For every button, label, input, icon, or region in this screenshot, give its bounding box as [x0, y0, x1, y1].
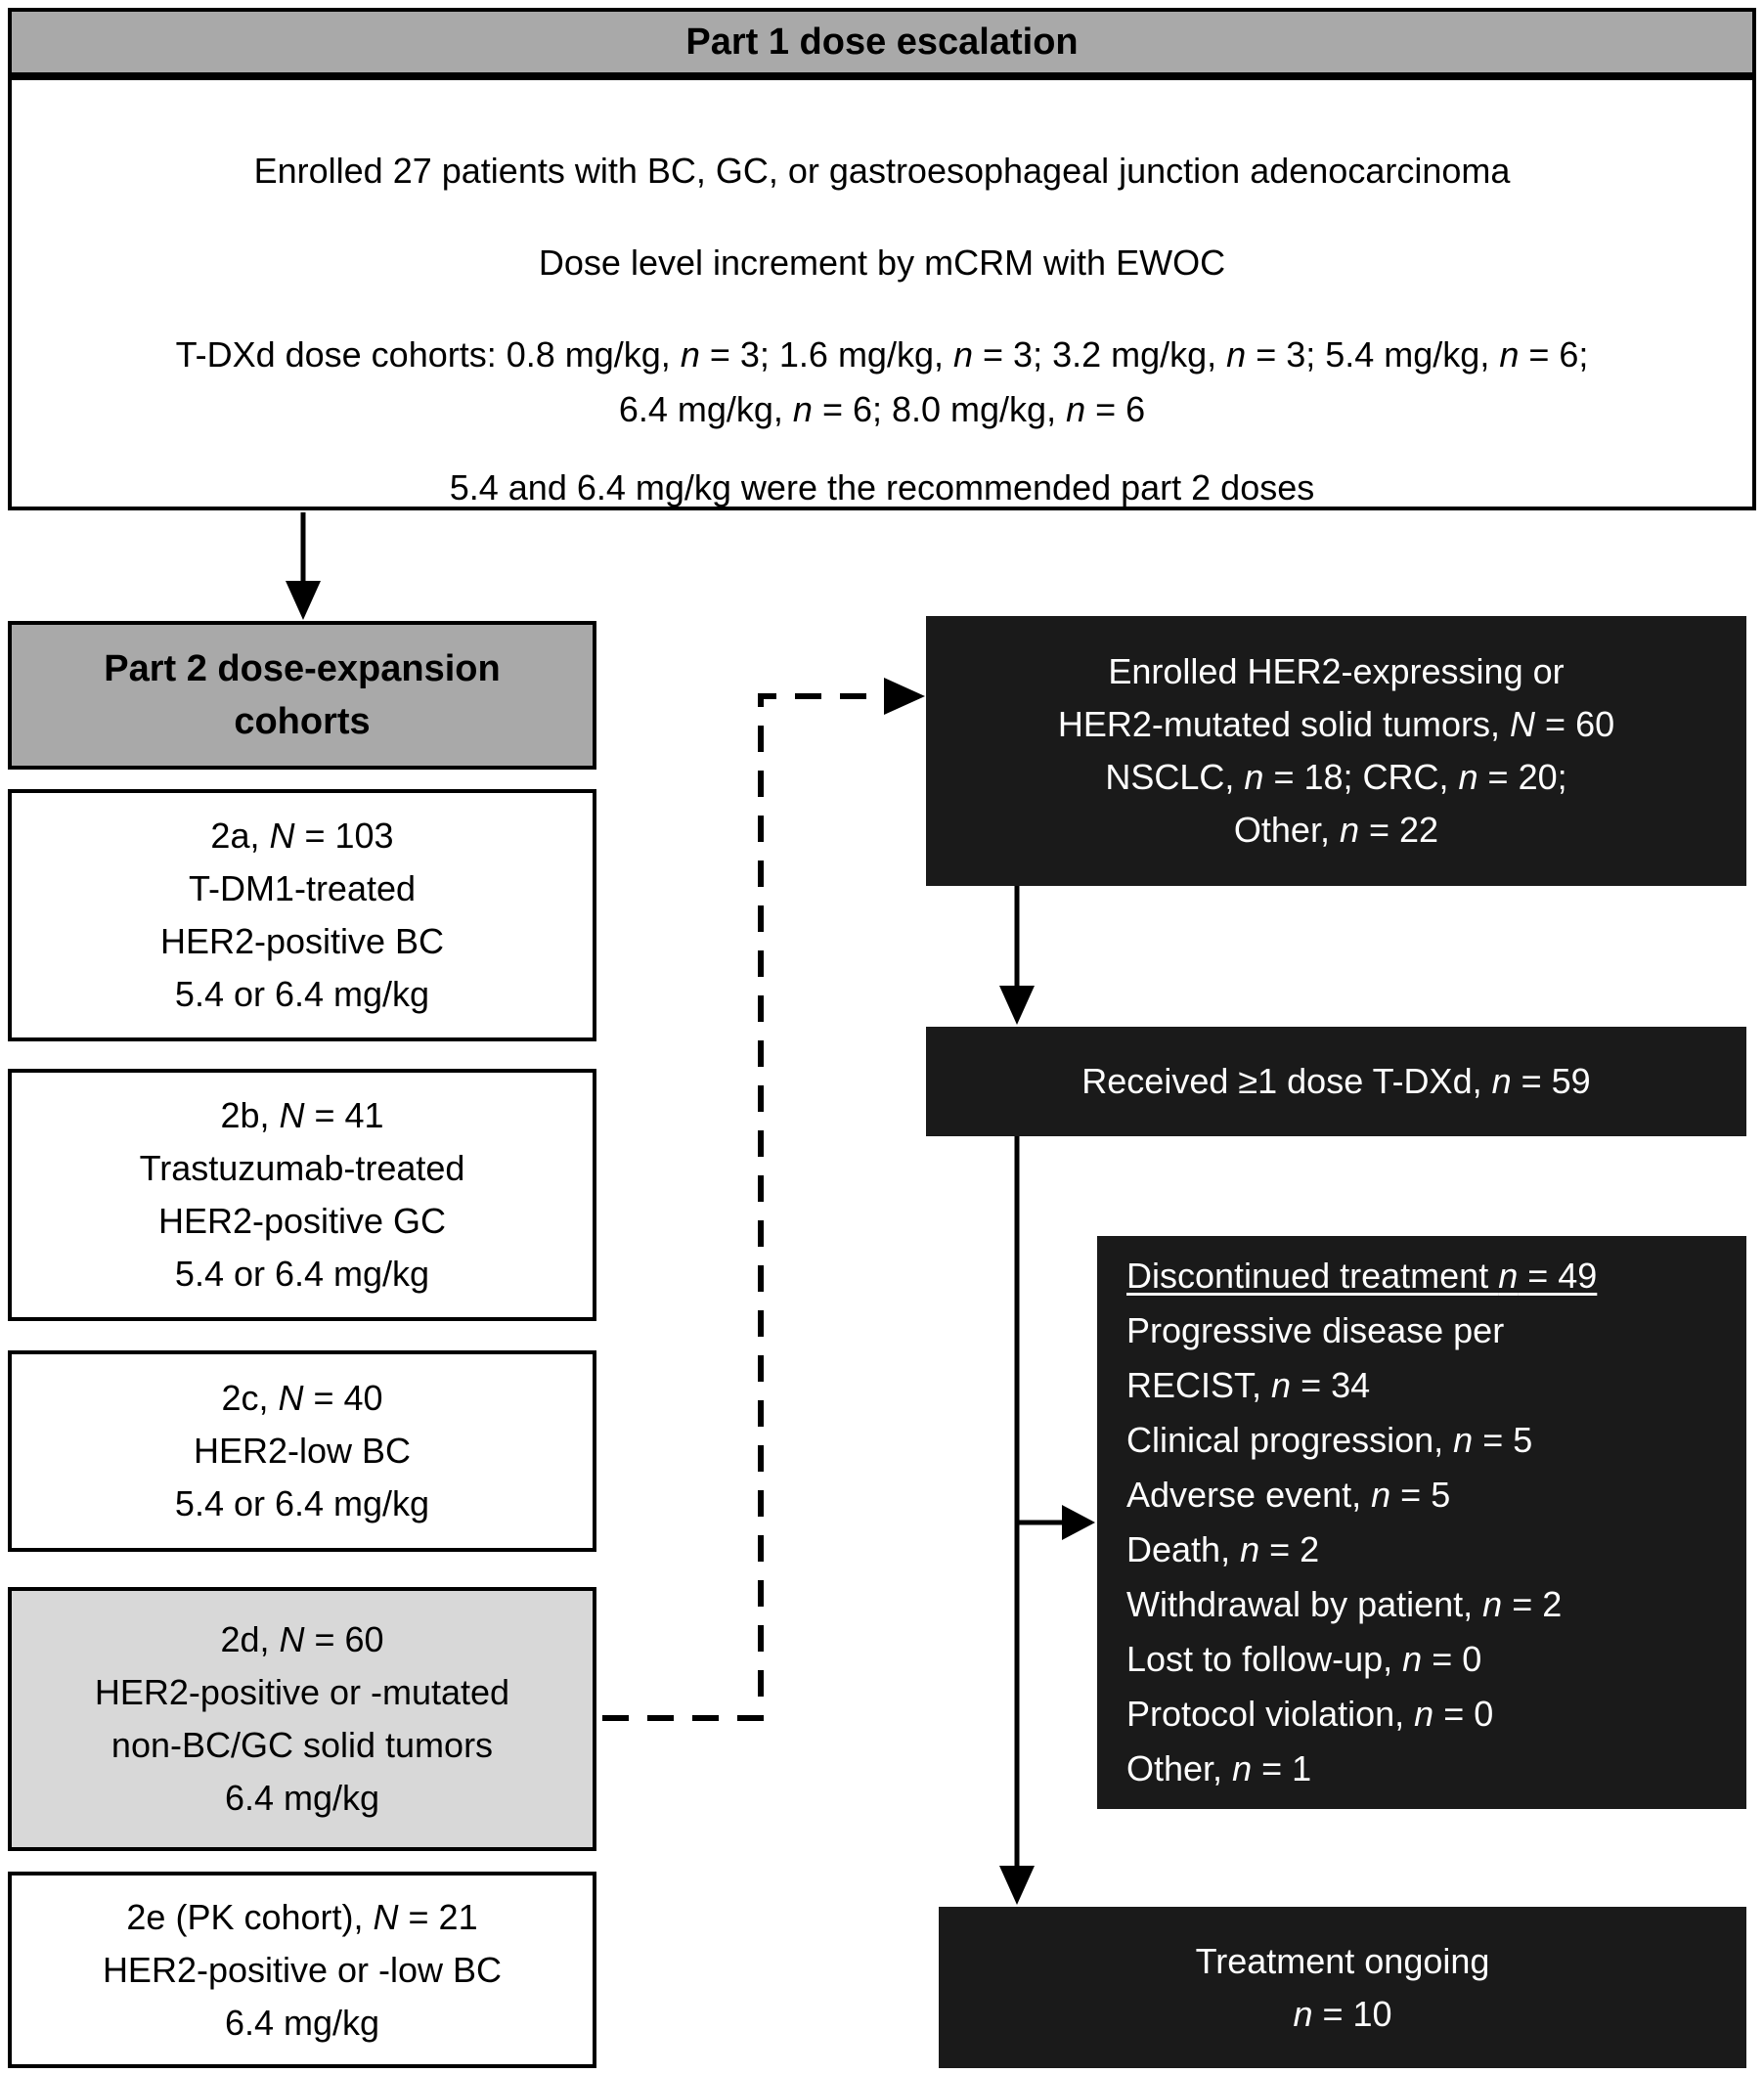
discontinued-reason-line: Clinical progression, n = 5: [1126, 1420, 1533, 1460]
enrolled-tumors-line: Enrolled HER2-expressing or: [1108, 651, 1565, 691]
part1-recommended-doses-line: 5.4 and 6.4 mg/kg were the recommended part 2 doses: [449, 467, 1315, 507]
part1-dose-cohorts-line-1: T-DXd dose cohorts: 0.8 mg/kg, n = 3; 1.6 mg/kg, n = 3; 3.2 mg/kg, n = 3; 5.4 mg/kg, n = 6;: [175, 334, 1589, 375]
treatment-ongoing-box: [939, 1907, 1746, 2068]
cohort-2d-line: 6.4 mg/kg: [224, 1778, 380, 1818]
dashed-connector-2d-to-enrolled-head: [884, 678, 925, 715]
part2-header-box: [8, 621, 596, 770]
treatment-ongoing-line: Treatment ongoing: [1195, 1940, 1490, 1981]
cohort-2b-line: Trastuzumab-treated: [139, 1148, 465, 1188]
arrow-enrolled-to-received-head: [999, 986, 1035, 1025]
cohort-2e-line: 6.4 mg/kg: [224, 2002, 380, 2043]
discontinued-treatment-box: [1097, 1236, 1746, 1809]
discontinued-reason-line: Protocol violation, n = 0: [1126, 1694, 1494, 1734]
discontinued-reason-line: RECIST, n = 34: [1126, 1365, 1371, 1405]
cohort-2a-line: T-DM1-treated: [188, 868, 417, 908]
arrow-received-to-ongoing-head: [999, 1866, 1035, 1905]
discontinued-reason-line: Lost to follow-up, n = 0: [1126, 1639, 1482, 1679]
cohort-2b-line: 2b, N = 41: [220, 1095, 384, 1135]
treatment-ongoing-line: n = 10: [1293, 1993, 1392, 2034]
cohort-2a-box: [8, 789, 596, 1041]
discontinued-reason-line: Withdrawal by patient, n = 2: [1126, 1584, 1563, 1624]
part2-title-line-1: Part 2 dose-expansion: [104, 648, 501, 689]
discontinued-reason-line: Death, n = 2: [1126, 1529, 1320, 1569]
cohort-2b-line: HER2-positive GC: [157, 1201, 447, 1241]
dashed-connector-2d-to-enrolled-line: [602, 696, 884, 1718]
discontinued-reason-line: Progressive disease per: [1126, 1310, 1505, 1350]
received-dose-box: [926, 1027, 1746, 1136]
cohort-2e-line: 2e (PK cohort), N = 21: [126, 1896, 478, 1937]
cohort-2d-line: non-BC/GC solid tumors: [110, 1725, 494, 1765]
part1-header-box: [8, 8, 1756, 76]
arrow-branch-to-discontinued-head: [1062, 1505, 1095, 1540]
cohort-2e-line: HER2-positive or -low BC: [102, 1949, 503, 1990]
cohort-2a-line: 2a, N = 103: [210, 816, 394, 856]
part1-dose-cohorts-line-2: 6.4 mg/kg, n = 6; 8.0 mg/kg, n = 6: [618, 389, 1146, 429]
cohort-2a-line: 5.4 or 6.4 mg/kg: [174, 974, 430, 1014]
cohort-2c-line: 2c, N = 40: [221, 1378, 383, 1418]
cohort-2c-line: 5.4 or 6.4 mg/kg: [174, 1483, 430, 1523]
discontinued-reason-line: Adverse event, n = 5: [1126, 1475, 1451, 1515]
enrolled-tumors-line: HER2-mutated solid tumors, N = 60: [1057, 704, 1615, 744]
enrolled-tumors-line: NSCLC, n = 18; CRC, n = 20;: [1105, 757, 1567, 797]
part2-title-line-2: cohorts: [234, 701, 371, 742]
enrolled-tumors-line: Other, n = 22: [1233, 810, 1439, 850]
part1-dose-increment-line: Dose level increment by mCRM with EWOC: [538, 243, 1226, 283]
cohort-2c-line: HER2-low BC: [193, 1431, 412, 1471]
cohort-2d-line: HER2-positive or -mutated: [94, 1672, 510, 1712]
cohort-2d-box: [8, 1587, 596, 1851]
part1-body-box: [8, 76, 1756, 510]
enrolled-tumors-box: [926, 616, 1746, 886]
cohort-2b-line: 5.4 or 6.4 mg/kg: [174, 1254, 430, 1294]
discontinued-reason-line: Other, n = 1: [1126, 1748, 1312, 1788]
part1-title: Part 1 dose escalation: [685, 22, 1079, 63]
cohort-2a-line: HER2-positive BC: [159, 921, 445, 961]
cohort-2b-box: [8, 1069, 596, 1321]
discontinued-title-line: Discontinued treatment n = 49: [1126, 1256, 1598, 1296]
part1-enrolled-line: Enrolled 27 patients with BC, GC, or gastroesophageal junction adenocarcinoma: [253, 151, 1511, 191]
received-dose-line: Received ≥1 dose T-DXd, n = 59: [1081, 1061, 1591, 1101]
cohort-2c-box: [8, 1350, 596, 1552]
cohort-2e-box: [8, 1872, 596, 2068]
cohort-2d-line: 2d, N = 60: [220, 1619, 384, 1659]
arrow-part1-to-part2-head: [286, 581, 321, 620]
